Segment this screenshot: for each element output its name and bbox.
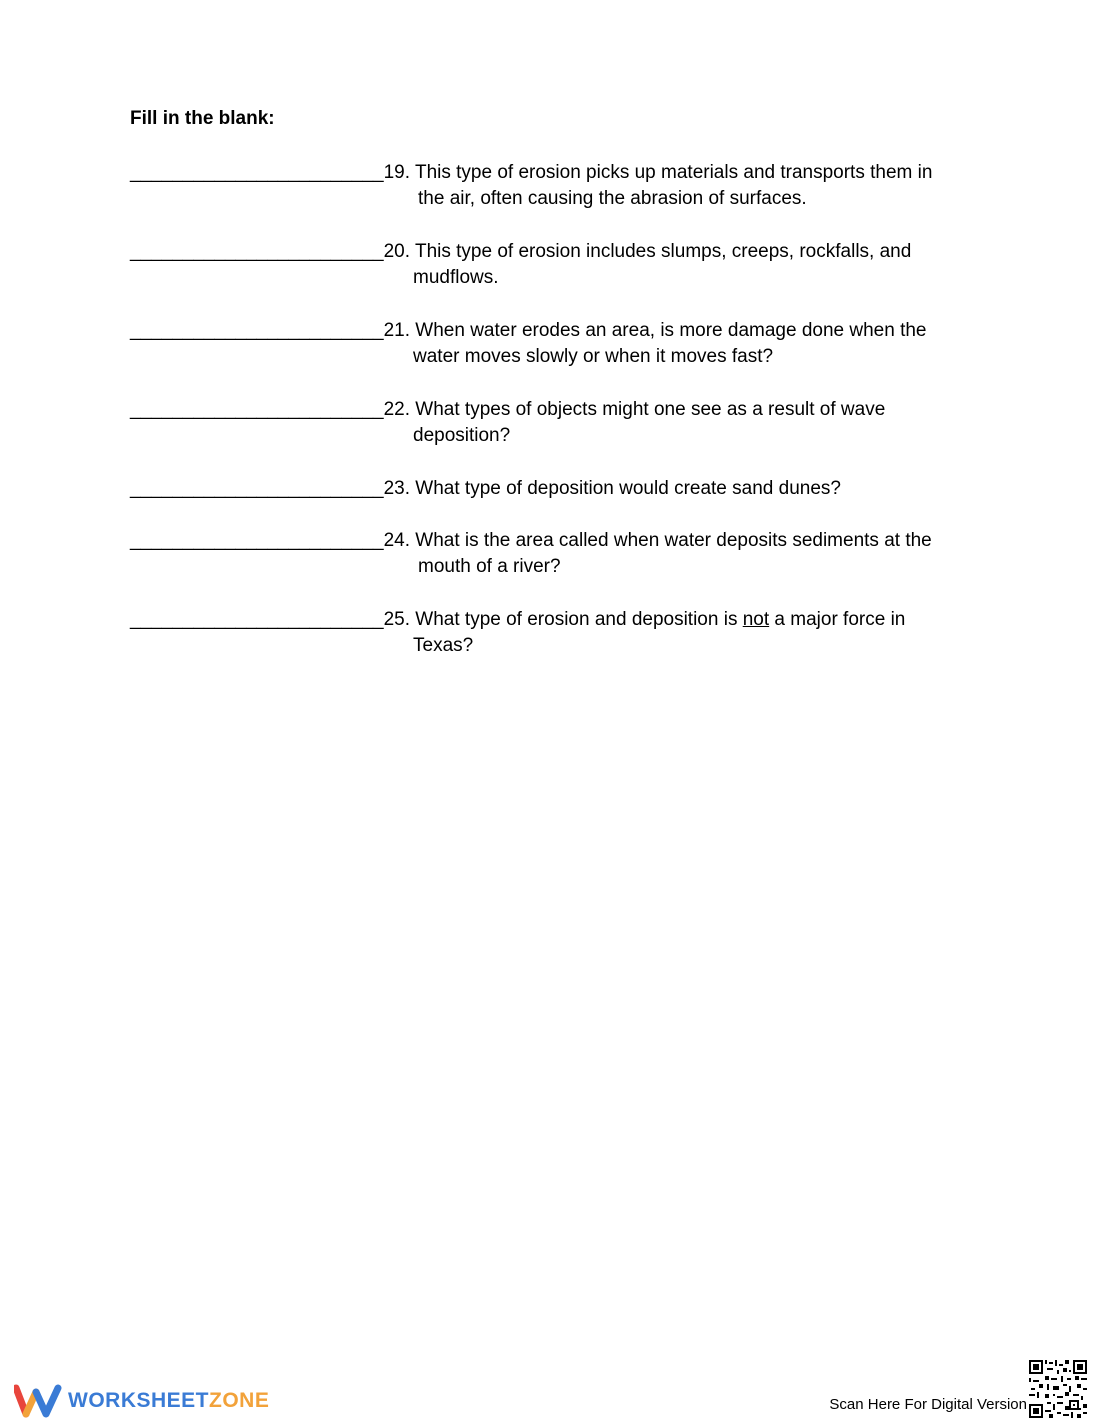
- worksheetzone-logo-icon: [14, 1384, 62, 1418]
- answer-blank: ________________________: [130, 320, 384, 341]
- question-21: [130, 318, 970, 370]
- answer-blank: ________________________: [130, 162, 384, 183]
- question-text: 19. This type of erosion picks up materials and transports them in: [383, 162, 933, 183]
- question-text: 20. This type of erosion includes slumps, creeps, rockfalls, and: [383, 241, 912, 262]
- answer-blank: ________________________: [130, 399, 384, 420]
- question-text: 22. What types of objects might one see as a result of wave: [383, 399, 886, 420]
- emphasis-underlined: not: [742, 609, 770, 630]
- scan-label: Scan Here For Digital Version: [829, 1396, 1027, 1413]
- question-continuation: water moves slowly or when it moves fast?: [413, 346, 774, 367]
- question-25: [130, 607, 970, 659]
- question-22: [130, 397, 970, 449]
- question-24: [130, 528, 970, 580]
- question-text: 23. What type of deposition would create sand dunes?: [383, 478, 841, 499]
- worksheetzone-logo: [14, 1384, 269, 1418]
- qr-code-icon[interactable]: [1029, 1360, 1087, 1418]
- question-text: 25. What type of erosion and deposition is: [383, 609, 743, 630]
- question-text: a major force in: [769, 609, 906, 630]
- answer-blank: ________________________: [130, 478, 384, 499]
- logo-wordmark: WORKSHEETZONE: [68, 1389, 270, 1412]
- question-19: [130, 160, 970, 212]
- section-heading: Fill in the blank:: [130, 108, 275, 129]
- answer-blank: ________________________: [130, 530, 384, 551]
- answer-blank: ________________________: [130, 609, 384, 630]
- question-text: 21. When water erodes an area, is more damage done when the: [383, 320, 927, 341]
- answer-blank: ________________________: [130, 241, 384, 262]
- question-20: [130, 239, 970, 291]
- question-23: [130, 476, 970, 502]
- question-text: 24. What is the area called when water deposits sediments at the: [383, 530, 932, 551]
- question-continuation: Texas?: [413, 635, 474, 656]
- question-continuation: deposition?: [413, 425, 511, 446]
- question-continuation: mouth of a river?: [418, 556, 561, 577]
- question-continuation: mudflows.: [413, 267, 499, 288]
- question-continuation: the air, often causing the abrasion of surfaces.: [418, 188, 807, 209]
